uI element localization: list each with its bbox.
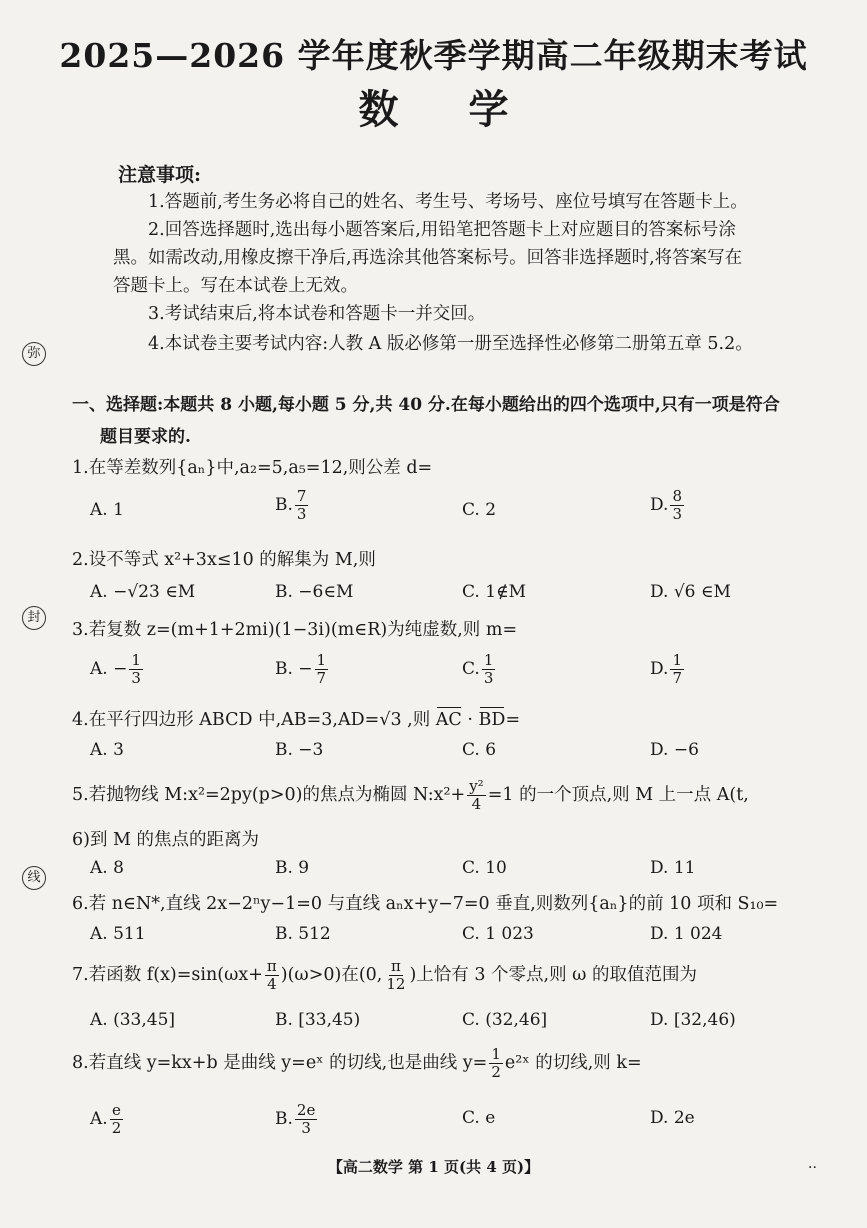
q8-option-d: D. 2e xyxy=(650,1108,695,1128)
q2-option-a: A. −√23 ∈M xyxy=(90,582,196,602)
q4-option-d: D. −6 xyxy=(650,740,699,760)
q3-option-c: C. $\frac{1}{3}$ xyxy=(462,651,494,687)
q8-option-a: A. $\frac{e}{2}$ xyxy=(90,1101,122,1137)
q5-option-d: D. 11 xyxy=(650,858,696,878)
corner-mark: .. xyxy=(808,1156,817,1172)
section-heading: 一、选择题:本题共 8 小题,每小题 5 分,共 40 分.在每小题给出的四个选项中,只有一项是符合 xyxy=(72,395,780,415)
q6-option-c: C. 1 023 xyxy=(462,924,534,944)
question-2-stem: 2.设不等式 x²+3x≤10 的解集为 M,则 xyxy=(72,550,376,570)
question-3-stem: 3.若复数 z=(m+1+2mi)(1−3i)(m∈R)为纯虚数,则 m= xyxy=(72,620,518,640)
question-5-stem: 5.若抛物线 M:x²=2py(p>0)的焦点为椭圆 N:x²+ $\frac{\text{y²}}{4}$ =1 的一个顶点,则 M 上一点 A(t, xyxy=(72,777,749,813)
vector-ac: AC xyxy=(435,710,462,730)
q7-option-c: C. (32,46] xyxy=(462,1010,548,1030)
q3-option-d: D. $\frac{1}{7}$ xyxy=(650,651,682,687)
question-8-stem: 8.若直线 y=kx+b 是曲线 y=eˣ 的切线,也是曲线 y= $\frac{1}{2}$ e²ˣ 的切线,则 k= xyxy=(72,1045,642,1081)
q4-option-a: A. 3 xyxy=(90,740,124,760)
q8-option-b: B. $\frac{2e}{3}$ xyxy=(275,1101,316,1137)
note-line: 黑。如需改动,用橡皮擦干净后,再选涂其他答案标号。回答非选择题时,将答案写在 xyxy=(113,248,743,268)
note-line: 1.答题前,考生务必将自己的姓名、考生号、考场号、座位号填写在答题卡上。 xyxy=(148,192,748,212)
q1-option-c: C. 2 xyxy=(462,500,497,520)
note-line: 3.考试结束后,将本试卷和答题卡一并交回。 xyxy=(148,304,486,324)
question-7-stem: 7.若函数 f(x)=sin(ωx+ $\frac{\pi}{4}$ )(ω>0)在(0, $\frac{\pi}{12}$ )上恰有 3 个零点,则 ω 的取值范围为 xyxy=(72,957,697,993)
question-4-stem: 4.在平行四边形 ABCD 中,AB=3,AD=√3 ,则 AC · BD= xyxy=(72,710,521,730)
seal-mark: 弥 xyxy=(22,342,46,366)
q5-option-b: B. 9 xyxy=(275,858,310,878)
subject-title: 数学 xyxy=(358,86,579,133)
seal-mark: 封 xyxy=(22,606,46,630)
q4-option-c: C. 6 xyxy=(462,740,497,760)
q6-option-a: A. 511 xyxy=(90,924,146,944)
section-heading-cont: 题目要求的. xyxy=(100,427,191,447)
q6-option-b: B. 512 xyxy=(275,924,331,944)
q2-option-b: B. −6∈M xyxy=(275,582,354,602)
question-6-stem: 6.若 n∈N*,直线 2x−2ⁿy−1=0 与直线 aₙx+y−7=0 垂直,则数列{aₙ}的前 10 项和 S₁₀= xyxy=(72,894,779,914)
question-1-stem: 1.在等差数列{aₙ}中,a₂=5,a₅=12,则公差 d= xyxy=(72,458,433,478)
note-line: 2.回答选择题时,选出每小题答案后,用铅笔把答题卡上对应题目的答案标号涂 xyxy=(148,220,736,240)
q2-option-c: C. 1∉M xyxy=(462,582,527,602)
q1-option-a: A. 1 xyxy=(90,500,124,520)
q5-option-c: C. 10 xyxy=(462,858,507,878)
page-footer: 【高二数学 第 1 页(共 4 页)】 xyxy=(327,1158,540,1176)
q4-option-b: B. −3 xyxy=(275,740,324,760)
q1-option-d: D. $\frac{8}{3}$ xyxy=(650,487,682,523)
q2-option-d: D. √6 ∈M xyxy=(650,582,731,602)
q5-option-a: A. 8 xyxy=(90,858,124,878)
note-line: 4.本试卷主要考试内容:人教 A 版必修第一册至选择性必修第二册第五章 5.2。 xyxy=(148,334,753,354)
q7-option-b: B. [33,45) xyxy=(275,1010,361,1030)
notes-heading: 注意事项: xyxy=(118,164,202,186)
seal-mark: 线 xyxy=(22,866,46,890)
q7-option-d: D. [32,46) xyxy=(650,1010,736,1030)
q3-option-a: A. − $\frac{1}{3}$ xyxy=(90,651,141,687)
q3-option-b: B. − $\frac{1}{7}$ xyxy=(275,651,327,687)
q6-option-d: D. 1 024 xyxy=(650,924,723,944)
q1-option-b: B. $\frac{7}{3}$ xyxy=(275,487,307,523)
note-line: 答题卡上。写在本试卷上无效。 xyxy=(113,276,358,296)
question-5-stem-cont: 6)到 M 的焦点的距离为 xyxy=(72,830,260,850)
q8-option-c: C. e xyxy=(462,1108,496,1128)
vector-bd: BD xyxy=(478,710,506,730)
exam-title: 2025—2026 学年度秋季学期高二年级期末考试 xyxy=(59,36,808,75)
q7-option-a: A. (33,45] xyxy=(90,1010,176,1030)
